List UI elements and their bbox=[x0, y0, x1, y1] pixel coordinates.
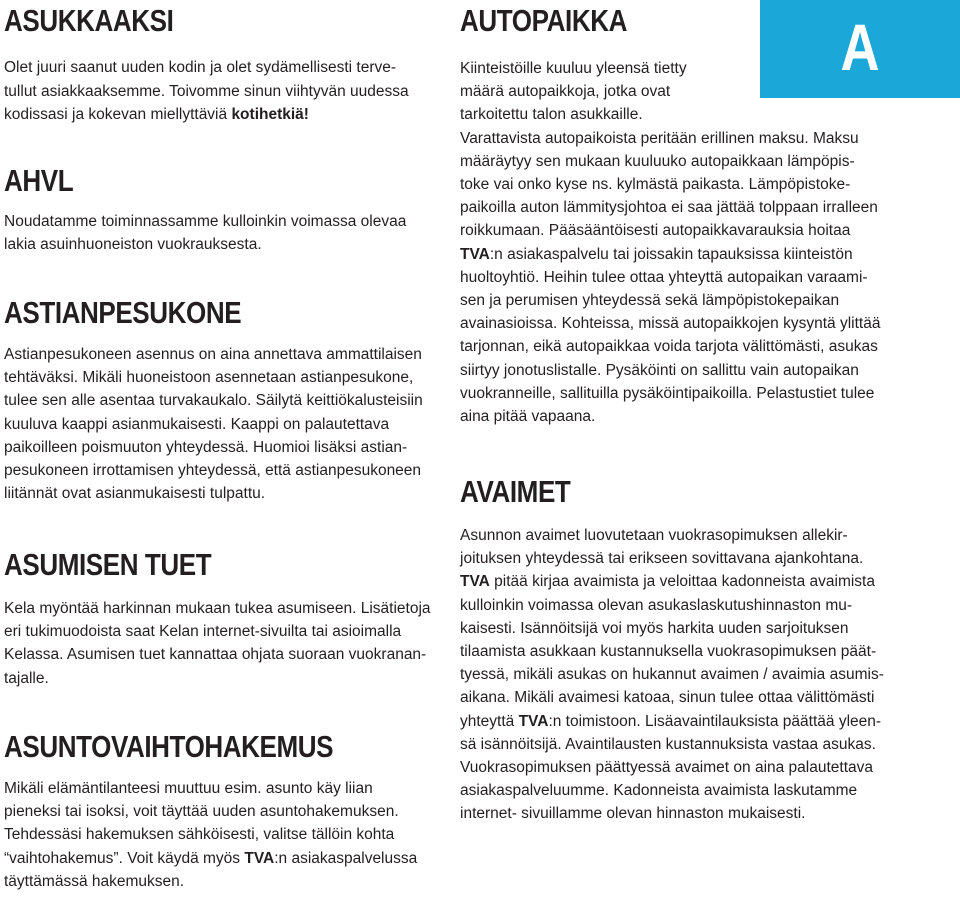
text-line: tilaamista asukkaan kustannuksella vuokrasopimuksen päät- bbox=[460, 643, 877, 661]
heading-avaimet: AVAIMET bbox=[460, 474, 571, 509]
text-line: joituksen yhteydessä tai erikseen sovittavana ajankohtana. bbox=[460, 550, 864, 568]
text-line: pieneksi tai isoksi, voit täyttää uuden asuntohakemuksen. bbox=[4, 803, 399, 821]
text-line: pesukoneen irrottamisen yhteydessä, että astianpesukoneen bbox=[4, 462, 422, 480]
text-span: :n toimistoon. Lisäavaintilauksista päättää yleen- bbox=[548, 712, 882, 730]
text-line: vuokranneille, sallituilla pysäköintipaikoilla. Pelastustiet tulee bbox=[460, 384, 875, 402]
text-line: tehtäväksi. Mikäli huoneistoon asennetaan astianpesukone, bbox=[4, 369, 414, 387]
text-line: aikana. Mikäli avaimesi katoaa, sinun tulee ottaa välittömästi bbox=[460, 689, 875, 707]
heading-astianpesukone: ASTIANPESUKONE bbox=[4, 295, 242, 330]
text-line: Tehdessäsi hakemuksen sähköisesti, valitse tällöin kohta bbox=[4, 826, 395, 844]
text-line: Noudatamme toiminnassamme kulloinkin voimassa olevaa bbox=[4, 213, 407, 230]
text-line: Olet juuri saanut uuden kodin ja olet sydämellisesti terve- bbox=[4, 59, 397, 76]
text-line bbox=[4, 103, 444, 127]
bold-text: TVA bbox=[460, 573, 490, 591]
text-line: Astianpesukoneen asennus on aina annettava ammattilaisen bbox=[4, 346, 422, 363]
text-line: toke vai onko kyse ns. kylmästä paikasta. Lämpöpistoke- bbox=[460, 176, 851, 194]
text-line bbox=[460, 243, 960, 266]
text-span: yhteyttä bbox=[460, 712, 519, 730]
heading-ahvl: AHVL bbox=[4, 163, 74, 198]
text-line bbox=[4, 847, 444, 870]
text-line: Varattavista autopaikoista peritään erillinen maksu. Maksu bbox=[460, 129, 859, 147]
text-line: tarjonnan, eikä autopaikkaa voida tarjota välittömästi, asukas bbox=[460, 338, 878, 356]
text-line: tulee sen alle asentaa turvakaukalo. Säilytä keittiökalusteisiin bbox=[4, 392, 423, 410]
text-span: “vaihtohakemus”. Voit käydä myös bbox=[4, 849, 245, 867]
bold-text: TVA bbox=[460, 245, 490, 263]
text-span: :n asiakaspalvelussa bbox=[274, 849, 418, 867]
text-line bbox=[460, 570, 960, 593]
text-line: sä isännöitsijä. Avaintilausten kustannuksista vastaa asukas. bbox=[460, 735, 876, 753]
paragraph-asuntovaihtohakemus bbox=[4, 777, 444, 893]
text-line: Kelassa. Asumisen tuet kannattaa ohjata suoraan vuokranan- bbox=[4, 646, 427, 664]
text-line: liitännät ovat asianmukaisesti tulpattu. bbox=[4, 485, 266, 503]
text-line: Mikäli elämäntilanteesi muuttuu esim. asunto käy liian bbox=[4, 780, 373, 797]
index-letter: A bbox=[840, 10, 880, 84]
paragraph-asukkaaksi bbox=[4, 56, 444, 127]
paragraph-ahvl bbox=[4, 210, 444, 256]
text-span: :n asiakaspalvelu tai joissakin tapauksissa kiinteistön bbox=[489, 245, 853, 263]
paragraph-asumisen-tuet bbox=[4, 597, 444, 690]
text-line: siirtyy jonotuslistalle. Pysäköinti on sallittu vain autopaikan bbox=[460, 361, 859, 379]
heading-asukkaaksi: ASUKKAAKSI bbox=[4, 3, 174, 38]
heading-autopaikka: AUTOPAIKKA bbox=[460, 3, 628, 38]
bold-text: kotihetkiä! bbox=[231, 106, 309, 123]
text-line: täyttämässä hakemuksen. bbox=[4, 872, 185, 890]
paragraph-autopaikka bbox=[460, 57, 960, 428]
text-line bbox=[460, 710, 960, 733]
text-line: tullut asiakkaaksemme. Toivomme sinun viihtyvän uudessa bbox=[4, 82, 409, 100]
text-line: sen ja perumisen yhteydessä sekä lämpöpistokepaikan bbox=[460, 292, 840, 310]
text-span: pitää kirjaa avaimista ja veloittaa kadonneista avaimista bbox=[489, 573, 875, 591]
bold-text: TVA bbox=[244, 849, 275, 867]
text-line: aina pitää vapaana. bbox=[460, 408, 596, 426]
text-line: paikoilla auton lämmitysjohtoa ei saa jättää tolppaan irralleen bbox=[460, 199, 878, 217]
text-line: Kela myöntää harkinnan mukaan tukea asumiseen. Lisätietoja bbox=[4, 600, 431, 617]
text-line: paikoilleen poismuuton yhteydessä. Huomioi lisäksi astian- bbox=[4, 438, 408, 456]
heading-asumisen-tuet: ASUMISEN TUET bbox=[4, 547, 212, 582]
paragraph-avaimet bbox=[460, 524, 960, 826]
text-line: asiakaspalveluumme. Kadonneista avaimista laskutamme bbox=[460, 782, 858, 800]
text-line: määrä autopaikkoja, jotka ovat bbox=[460, 83, 671, 101]
text-line: kulloinkin voimassa olevan asukaslaskutushinnaston mu- bbox=[460, 596, 853, 614]
text-line: kuuluva kaappi asianmukaisesti. Kaappi on palautettava bbox=[4, 415, 390, 433]
bold-text: TVA bbox=[518, 712, 549, 730]
text-line: Vuokrasopimuksen päättyessä avaimet on aina palautettava bbox=[460, 759, 874, 777]
text-line: Asunnon avaimet luovutetaan vuokrasopimuksen allekir- bbox=[460, 527, 848, 544]
heading-asuntovaihtohakemus: ASUNTOVAIHTOHAKEMUS bbox=[4, 729, 334, 764]
text-line: roikkumaan. Pääsääntöisesti autopaikkavarauksia hoitaa bbox=[460, 222, 851, 240]
text-line: huoltoyhtiö. Heihin tulee ottaa yhteyttä autopaikan varaami- bbox=[460, 268, 868, 286]
text-line: avainasioissa. Kohteissa, missä autopaikkojen kysyntä ylittää bbox=[460, 315, 881, 333]
paragraph-astianpesukone bbox=[4, 343, 444, 505]
text-line: lakia asuinhuoneiston vuokrauksesta. bbox=[4, 236, 262, 254]
text-line: kaisesti. Isännöitsijä voi myös harkita uuden sarjoituksen bbox=[460, 619, 849, 637]
text-line: tarkoitettu talon asukkaille. bbox=[460, 106, 643, 124]
text-line: määräytyy sen mukaan kuuluuko autopaikkaan lämpöpis- bbox=[460, 152, 855, 170]
text-span: kodissasi ja kokevan miellyttäviä bbox=[4, 106, 232, 123]
text-line: Kiinteistöille kuuluu yleensä tietty bbox=[460, 60, 687, 77]
text-line: eri tukimuodoista saat Kelan internet-sivuilta tai asioimalla bbox=[4, 623, 402, 641]
text-line: tajalle. bbox=[4, 669, 49, 687]
text-line: tyessä, mikäli asukas on hukannut avaimen / avaimia asumis- bbox=[460, 666, 884, 684]
text-line: internet- sivuillamme olevan hinnaston mukaisesti. bbox=[460, 805, 806, 823]
